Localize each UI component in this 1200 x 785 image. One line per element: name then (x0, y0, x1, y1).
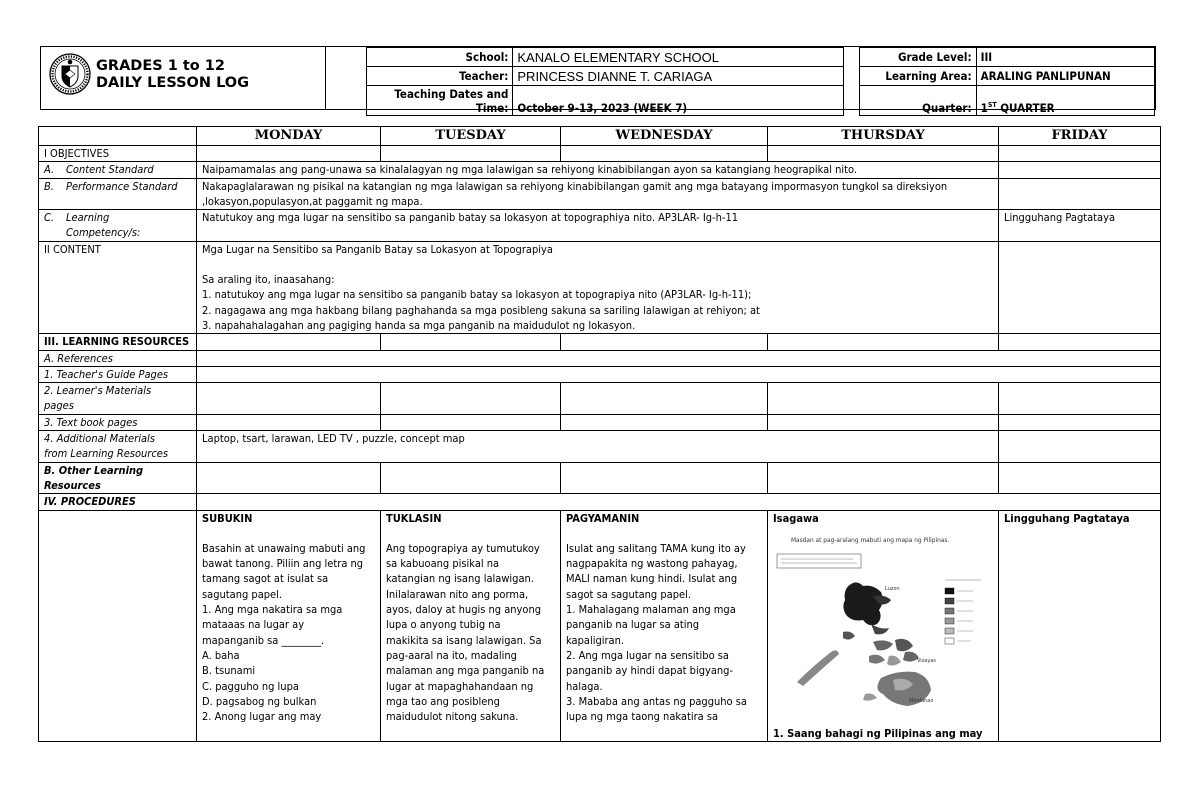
procedure-line: sagot sa sagutang papel. (566, 587, 691, 601)
additional-materials-row (39, 431, 1161, 463)
content-item-2: 2. nagagawa ang mga hakbang bilang paghahanda sa mga posibleng sakuna sa sariling lalawigan at rehiyon; at (202, 303, 760, 317)
references-row (39, 350, 1161, 366)
monday-procedure-text (202, 541, 375, 725)
thursday-procedure (768, 510, 999, 742)
quarter-value: 1ST QUARTER (976, 86, 1154, 116)
procedure-line: maidudulot nitong sakuna. (386, 710, 519, 724)
procedure-line: bawat tanong. Piliin ang letra ng (202, 557, 364, 571)
procedure-line: Basahin at unawaing mabuti ang (202, 541, 366, 555)
grade-level-value: III (976, 48, 1154, 67)
procedure-line: lugar at mapaghahandaan ng (386, 679, 534, 693)
tuesday-procedure-text (386, 541, 555, 725)
log-title-line1: GRADES 1 to 12 (96, 58, 225, 74)
procedure-line: makikita sa isang lalawigan. Sa (386, 633, 542, 647)
wednesday-procedure-text (566, 541, 762, 725)
grade-level-label: Grade Level: (860, 48, 976, 67)
learning-competency-label: C. Learning Competency/s: (39, 210, 197, 242)
procedure-line: nagpapakita ng wastong pahayag, (566, 557, 738, 571)
content-row (39, 241, 1161, 333)
procedure-line: sagutang papel. (202, 587, 283, 601)
content-title: Mga Lugar na Sensitibo sa Panganib Batay sa Lokasyon at Topograpiya (202, 242, 553, 256)
learning-resources-row (39, 334, 1161, 350)
procedure-line: Isulat ang salitang TAMA kung ito ay (566, 541, 746, 555)
learning-area-value: ARALING PANLIPUNAN (976, 67, 1154, 86)
day-friday: FRIDAY (999, 127, 1161, 146)
content-standard-text: Naipamamalas ang pang-unawa sa kinalalagyan ng mga lalawigan sa rehiyong kinabibilangan ayon sa katangiang heograpikal nito. (197, 162, 999, 178)
teaching-dates-label (367, 86, 513, 116)
procedures-detail-row (39, 510, 1161, 742)
philippines-map-icon (773, 544, 993, 724)
learners-materials-label: 2. Learner's Materials pages (39, 383, 197, 415)
procedure-line: D. pagsabog ng bulkan (202, 694, 317, 708)
deped-seal-icon (49, 52, 91, 104)
content-standard-row (39, 162, 1161, 178)
procedure-line: B. tsunami (202, 664, 256, 678)
additional-materials-text: Laptop, tsart, larawan, LED TV , puzzle, concept map (197, 431, 999, 463)
procedure-line: Inilalarawan nito ang porma, (386, 587, 529, 601)
learners-materials-row (39, 383, 1161, 415)
procedure-line: panganib ay hindi dapat bigyang- (566, 664, 734, 678)
procedure-line: 2. Anong lugar ang may (202, 710, 322, 724)
log-title-line2: DAILY LESSON LOG (96, 75, 250, 91)
additional-materials-label: 4. Additional Materials from Learning Resources (39, 431, 197, 463)
wednesday-procedure-title: PAGYAMANIN (566, 511, 640, 525)
teaching-dates-label-line2: Time: (475, 101, 509, 115)
log-title (96, 58, 249, 92)
svg-text:Visayas: Visayas (917, 657, 936, 664)
performance-standard-text: Nakapaglalarawan ng pisikal na katangian ng mga lalawigan sa rehiyong kinabibilangan gamit ang mga batayang impormasyon tungkol sa direksiyon ,lokasyon,populasyon,at paggamit ng mapa. (197, 178, 999, 210)
lesson-log-header (40, 46, 1156, 115)
procedure-line: MALI naman kung hindi. Isulat ang (566, 572, 738, 586)
procedure-line: C. pagguho ng lupa (202, 679, 299, 693)
content-standard-label: A. Content Standard (39, 162, 197, 178)
performance-standard-label: B. Performance Standard (39, 178, 197, 210)
learning-competency-row (39, 210, 1161, 242)
day-wednesday: WEDNESDAY (561, 127, 768, 146)
procedure-line: pag-aaral na ito, madaling (386, 648, 517, 662)
learning-resources-label: III. LEARNING RESOURCES (39, 334, 197, 350)
other-resources-label: B. Other Learning Resources (39, 462, 197, 494)
procedure-line: 3. Mababa ang antas ng pagguho sa (566, 694, 747, 708)
monday-procedure-title: SUBUKIN (202, 511, 253, 525)
procedures-label: IV. PROCEDURES (39, 494, 197, 510)
teaching-dates-label-line1: Teaching Dates and (394, 87, 509, 101)
objectives-row (39, 146, 1161, 162)
procedure-line: Ang topograpiya ay tumutukoy (386, 541, 540, 555)
procedure-line: ayos, daloy at hugis ng anyong (386, 603, 542, 617)
content-intro: Sa araling ito, inaasahang: (202, 273, 335, 287)
procedures-row (39, 494, 1161, 510)
quarter-label: Quarter: (860, 86, 976, 116)
procedure-line: 2. Ang mga lugar na sensitibo sa (566, 648, 729, 662)
svg-text:Luzon: Luzon (885, 585, 900, 592)
learning-competency-friday: Lingguhang Pagtataya (999, 210, 1161, 242)
tuesday-procedure-title: TUKLASIN (386, 511, 442, 525)
procedure-line: lupa ng mga taong nakatira sa (566, 710, 719, 724)
content-item-3: 3. napahahalagahan ang pagiging handa sa mga panganib na maidudulot ng lokasyon. (202, 318, 636, 332)
philippines-hazard-map (773, 532, 993, 722)
header-logo-box (41, 47, 326, 109)
procedure-line: halaga. (566, 679, 603, 693)
header-info-table (366, 47, 1155, 116)
teacher-value: PRINCESS DIANNE T. CARIAGA (513, 67, 844, 86)
procedure-line: 1. Ang mga nakatira sa mga (202, 603, 343, 617)
svg-text:Mindanao: Mindanao (909, 697, 934, 704)
learning-area-label: Learning Area: (860, 67, 976, 86)
school-label: School: (367, 48, 513, 67)
teachers-guide-row (39, 366, 1161, 382)
procedure-line: 1. Mahalagang malaman ang mga (566, 603, 736, 617)
day-header-blank (39, 127, 197, 146)
content-text (197, 241, 999, 333)
procedure-line: mga tao ang posibleng (386, 694, 500, 708)
school-value: KANALO ELEMENTARY SCHOOL (513, 48, 844, 67)
procedure-line: katangian ng isang lalawigan. (386, 572, 534, 586)
procedure-line: mapanganib sa ________. (202, 633, 325, 647)
procedure-line: panganib na lugar sa ating (566, 618, 700, 632)
objectives-label: I OBJECTIVES (39, 146, 197, 162)
day-tuesday: TUESDAY (381, 127, 561, 146)
day-monday: MONDAY (197, 127, 381, 146)
tuesday-procedure (381, 510, 561, 742)
teaching-dates-value: October 9-13, 2023 (WEEK 7) (513, 86, 844, 116)
procedure-line: sa kabuoang pisikal na (386, 557, 500, 571)
other-resources-row (39, 462, 1161, 494)
textbook-pages-label: 3. Text book pages (39, 414, 197, 430)
thursday-question: 1. Saang bahagi ng Pilipinas ang may (773, 726, 983, 740)
monday-procedure (197, 510, 381, 742)
teacher-label: Teacher: (367, 67, 513, 86)
textbook-pages-row (39, 414, 1161, 430)
procedure-line: kapaligiran. (566, 633, 625, 647)
content-item-1: 1. natutukoy ang mga lugar na sensitibo sa panganib batay sa lokasyon at topograpiya nito (AP3LAR- Ig-h-11); (202, 288, 752, 302)
procedure-line: A. baha (202, 648, 240, 662)
thursday-procedure-title: Isagawa (773, 511, 819, 525)
friday-procedure: Lingguhang Pagtataya (999, 510, 1161, 742)
wednesday-procedure (561, 510, 768, 742)
day-thursday: THURSDAY (768, 127, 999, 146)
performance-standard-row (39, 178, 1161, 210)
content-label: II CONTENT (39, 241, 197, 333)
procedure-line: mataaas na lugar ay (202, 618, 305, 632)
learning-competency-text: Natutukoy ang mga lugar na sensitibo sa panganib batay sa lokasyon at topographiya nito. AP3LAR- Ig-h-11 (197, 210, 999, 242)
map-caption: Masdan at pag-aralang mabuti ang mapa ng Pilipinas. (791, 535, 950, 544)
teachers-guide-label: 1. Teacher's Guide Pages (39, 366, 197, 382)
procedure-line: lupa o anyong tubig na (386, 618, 501, 632)
day-header-row (39, 127, 1161, 146)
procedure-line: tamang sagot at isulat sa (202, 572, 329, 586)
lesson-log-table (38, 126, 1161, 742)
procedure-line: malaman ang mga panganib na (386, 664, 545, 678)
references-label: A. References (39, 350, 197, 366)
